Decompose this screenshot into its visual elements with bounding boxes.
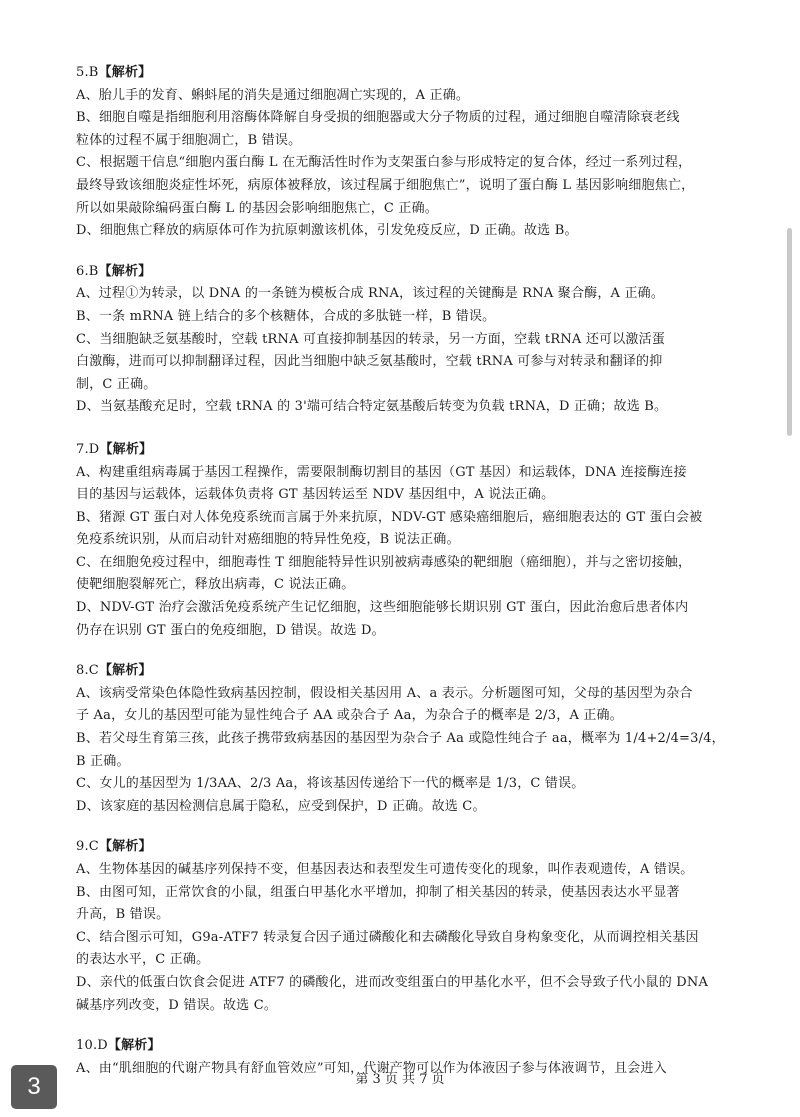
explanation-line: A、由“肌细胞的代谢产物具有舒血管效应”可知，代谢产物可以作为体液因子参与体液调节，且会进入	[76, 1060, 667, 1076]
explanation-line: A、生物体基因的碱基序列保持不变，但基因表达和表型发生可遗传变化的现象，叫作表观遗传，A 错误。	[76, 862, 694, 877]
explanation-line: C、结合图示可知，G9a-ATF7 转录复合因子通过磷酸化和去磷酸化导致自身构象变化，从而调控相关基因	[76, 929, 699, 945]
answer-section	[76, 439, 728, 642]
answer-section	[76, 836, 728, 1017]
section-heading	[76, 261, 728, 284]
analysis-tag: 【解析】	[98, 263, 152, 279]
explanation-line: C、女儿的基因型为 1/3AA、2/3 Aa，将该基因传递给下一代的概率是 1/3，C 错误。	[76, 776, 585, 792]
vertical-scrollbar[interactable]	[787, 228, 792, 436]
page-number-badge[interactable]: 3	[11, 1065, 57, 1109]
section-heading	[76, 660, 728, 683]
explanation-line: C、当细胞缺乏氨基酸时，空载 tRNA 可直接抑制基因的转录，另一方面，空载 tRNA 还可以激活蛋	[76, 331, 666, 347]
page-footer: 第 3 页 共 7 页	[355, 1072, 445, 1087]
explanation-line: 碱基序列改变，D 错误。故选 C。	[76, 997, 278, 1013]
explanation-line: D、当氨基酸充足时，空载 tRNA 的 3'端可结合特定氨基酸后转变为负载 tRNA，D 正确；故选 B。	[76, 399, 668, 415]
question-number: 7.D	[76, 441, 100, 457]
section-heading	[76, 836, 728, 859]
analysis-tag: 【解析】	[99, 441, 153, 457]
explanation-line: 的表达水平，C 正确。	[76, 952, 210, 968]
question-number: 6.B	[76, 263, 99, 279]
explanation-line: D、该家庭的基因检测信息属于隐私，应受到保护，D 正确。故选 C。	[76, 798, 486, 814]
answer-section	[76, 261, 728, 419]
question-number: 10.D	[76, 1038, 108, 1054]
explanation-line: 白激酶，进而可以抑制翻译过程，因此当细胞中缺乏氨基酸时，空载 tRNA 可参与对转录和翻译的抑	[76, 354, 663, 370]
explanation-line: B、猪源 GT 蛋白对人体免疫系统而言属于外来抗原，NDV-GT 感染癌细胞后，癌细胞表达的 GT 蛋白会被	[76, 509, 703, 525]
question-number: 8.C	[76, 663, 99, 679]
explanation-line: 免疫系统识别，从而启动针对癌细胞的特异性免疫，B 说法正确。	[76, 532, 460, 548]
section-heading	[76, 439, 728, 462]
analysis-tag: 【解析】	[107, 1038, 161, 1054]
analysis-tag: 【解析】	[98, 663, 152, 679]
explanation-line: A、该病受常染色体隐性致病基因控制，假设相关基因用 A、a 表示。分析题图可知，父母的基因型为杂合	[76, 685, 693, 701]
section-heading	[76, 1035, 728, 1058]
explanation-line: 目的基因与运载体，运载体负责将 GT 基因转运至 NDV 基因组中，A 说法正确。	[76, 487, 555, 503]
explanation-line: 最终导致该细胞炎症性坏死，病原体被释放，该过程属于细胞焦亡”，说明了蛋白酶 L 基因影响细胞焦亡，	[76, 177, 695, 193]
analysis-tag: 【解析】	[98, 65, 152, 80]
explanation-line: 所以如果敲除编码蛋白酶 L 的基因会影响细胞焦亡，C 正确。	[76, 200, 438, 216]
answer-section	[76, 62, 728, 243]
answer-content	[76, 62, 728, 1098]
answer-section	[76, 660, 728, 818]
explanation-line: 粒体的过程不属于细胞凋亡，B 错误。	[76, 132, 302, 148]
explanation-line: C、在细胞免疫过程中，细胞毒性 T 细胞能特异性识别被病毒感染的靶细胞（癌细胞），并与之密切接触，	[76, 554, 692, 570]
section-heading	[76, 62, 728, 85]
explanation-line: A、构建重组病毒属于基因工程操作，需要限制酶切割目的基因（GT 基因）和运载体，DNA 连接酶连接	[76, 464, 687, 480]
explanation-line: B、若父母生育第三孩，此孩子携带致病基因的基因型为杂合子 Aa 或隐性纯合子 aa，概率为 1/4+2/4=3/4，	[76, 731, 725, 747]
explanation-line: 使靶细胞裂解死亡，释放出病毒，C 说法正确。	[76, 577, 355, 593]
explanation-line: 升高，B 错误。	[76, 907, 170, 923]
explanation-line: 制，C 正确。	[76, 376, 157, 392]
analysis-tag: 【解析】	[98, 839, 152, 855]
explanation-line: 仍存在识别 GT 蛋白的免疫细胞，D 错误。故选 D。	[76, 622, 385, 638]
explanation-line: B、由图可知，正常饮食的小鼠，组蛋白甲基化水平增加，抑制了相关基因的转录，使基因表达水平显著	[76, 884, 680, 900]
explanation-line: 子 Aa，女儿的基因型可能为显性纯合子 AA 或杂合子 Aa，为杂合子的概率是 2/3，A 正确。	[76, 708, 623, 724]
explanation-line: B、细胞自噬是指细胞利用溶酶体降解自身受损的细胞器或大分子物质的过程，通过细胞自噬清除衰老线	[76, 110, 680, 126]
question-number: 9.C	[76, 839, 99, 855]
question-number: 5.B	[76, 65, 99, 80]
explanation-line: B 正确。	[76, 753, 130, 769]
explanation-line: B、一条 mRNA 链上结合的多个核糖体，合成的多肽链一样，B 错误。	[76, 308, 496, 324]
explanation-line: D、亲代的低蛋白饮食会促进 ATF7 的磷酸化，进而改变组蛋白的甲基化水平，但不会导致子代小鼠的 DNA	[76, 974, 709, 990]
explanation-line: D、细胞焦亡释放的病原体可作为抗原刺激该机体，引发免疫反应，D 正确。故选 B。	[76, 223, 578, 239]
explanation-line: A、胎儿手的发育、蝌蚪尾的消失是通过细胞凋亡实现的，A 正确。	[76, 87, 470, 103]
explanation-line: C、根据题干信息“细胞内蛋白酶 L 在无酶活性时作为支架蛋白参与形成特定的复合体，经过一系列过程，	[76, 155, 692, 171]
explanation-line: A、过程①为转录，以 DNA 的一条链为模板合成 RNA，该过程的关键酶是 RNA 聚合酶，A 正确。	[76, 286, 665, 302]
explanation-line: D、NDV-GT 治疗会激活免疫系统产生记忆细胞，这些细胞能够长期识别 GT 蛋白，因此治愈后患者体内	[76, 600, 689, 616]
